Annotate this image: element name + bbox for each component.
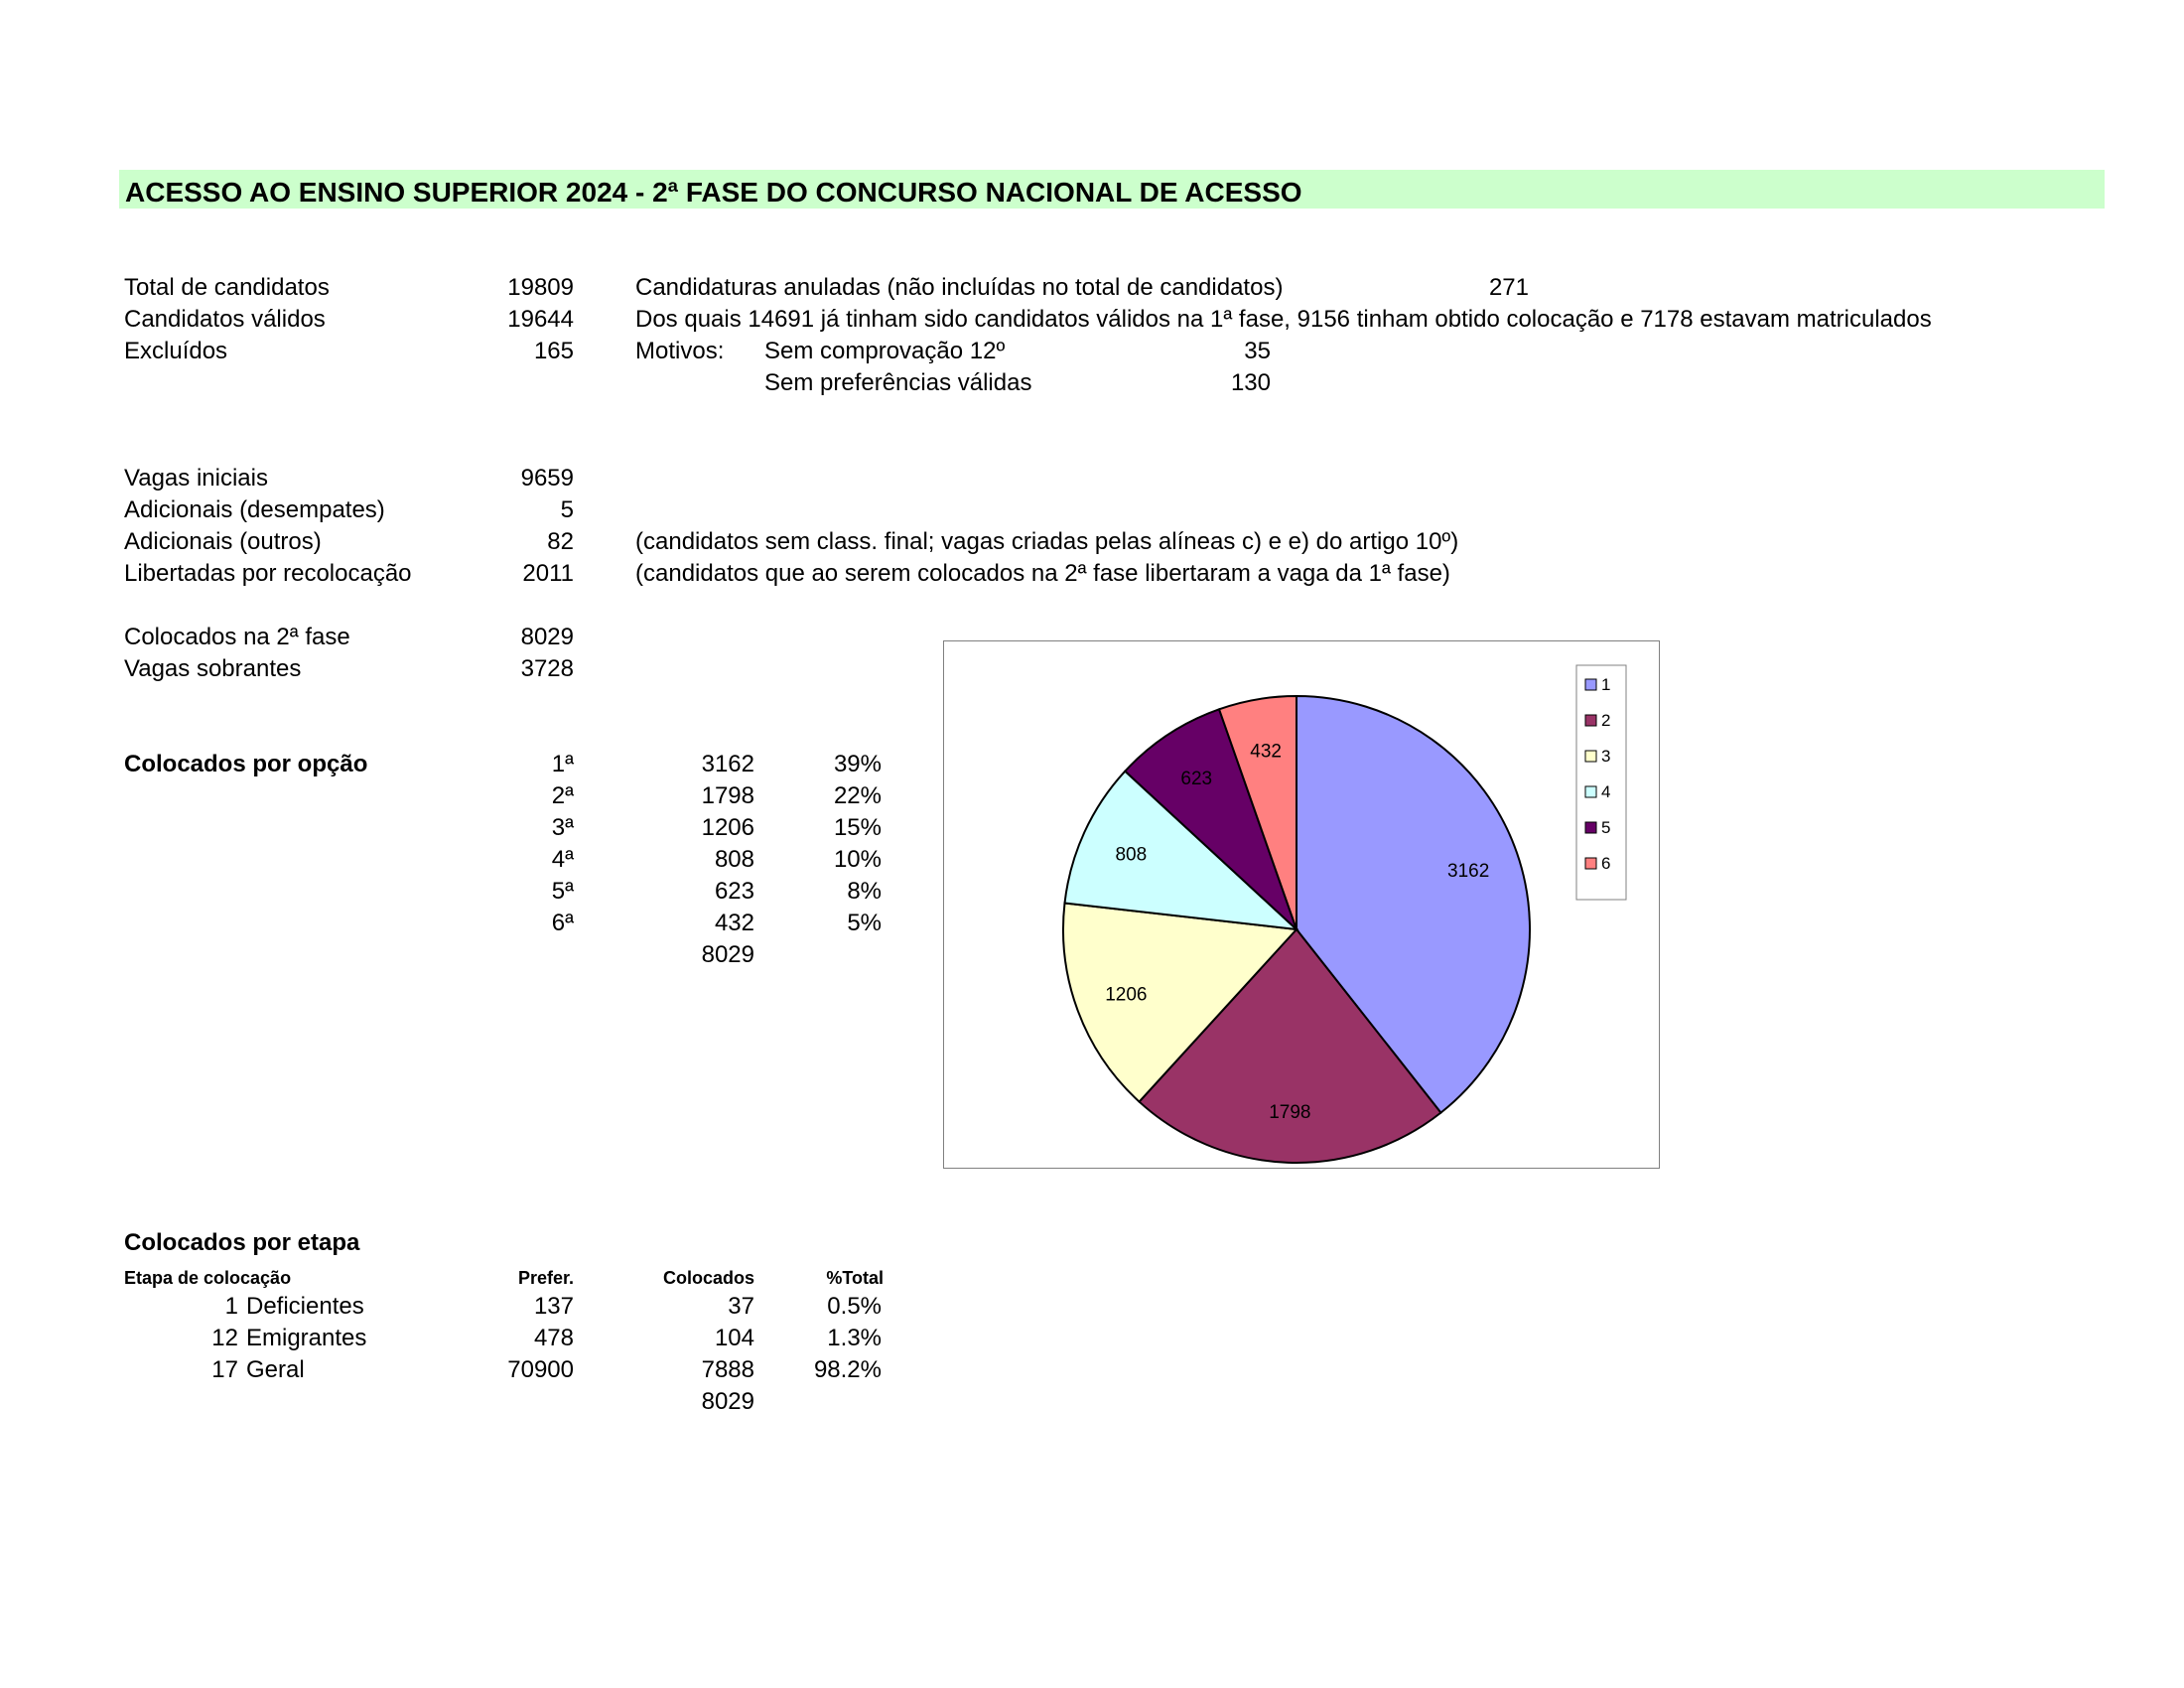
option-pct: 10% [833, 846, 882, 873]
legend-label: 4 [1601, 782, 1611, 801]
option-rank: 2ª [551, 782, 574, 809]
vacancy-note: (candidatos que ao serem colocados na 2ª fase libertaram a vaga da 1ª fase) [635, 560, 1450, 587]
stage-name [129, 1358, 387, 1382]
stage-name [129, 1295, 387, 1319]
remaining-value: 3728 [520, 655, 574, 682]
legend-swatch [1585, 715, 1596, 726]
option-rank: 6ª [551, 910, 574, 936]
option-count: 3162 [701, 751, 754, 777]
option-rank: 3ª [551, 814, 574, 841]
reason-value: 35 [1244, 338, 1271, 364]
valid-note: Dos quais 14691 já tinham sido candidatos válidos na 1ª fase, 9156 tinham obtido colocação e 7178 estavam matriculados [635, 306, 1932, 333]
stage-prefer: 70900 [507, 1356, 574, 1383]
pie-data-label: 3162 [1447, 860, 1490, 882]
option-count: 1206 [701, 814, 754, 841]
legend-swatch [1585, 751, 1596, 762]
vacancy-value: 9659 [520, 465, 574, 492]
stage-number: 17 [211, 1356, 238, 1383]
stage-number: 1 [224, 1293, 238, 1320]
option-pct: 5% [847, 910, 882, 936]
vacancy-value: 82 [547, 528, 574, 555]
option-count: 808 [714, 846, 754, 873]
stage-label: Deficientes [246, 1293, 364, 1320]
option-count: 1798 [701, 782, 754, 809]
vacancy-value: 5 [560, 496, 574, 523]
excluded-value: 165 [533, 338, 574, 364]
stage-label: Geral [246, 1356, 305, 1383]
stage-label: Emigrantes [246, 1325, 367, 1351]
total-candidates-label: Total de candidatos [124, 274, 330, 301]
legend-swatch [1585, 679, 1596, 690]
legend-label: 6 [1601, 854, 1611, 873]
by-stage-heading: Colocados por etapa [124, 1229, 360, 1256]
stage-pct: 98.2% [813, 1356, 882, 1383]
annulled-value: 271 [1488, 274, 1529, 301]
option-count: 432 [714, 910, 754, 936]
reason-value: 130 [1230, 369, 1271, 396]
vacancy-label: Libertadas por recolocação [124, 560, 412, 587]
vacancy-label: Vagas iniciais [124, 465, 268, 492]
legend-swatch [1585, 822, 1596, 833]
legend-label: 5 [1601, 818, 1611, 837]
placed-value: 8029 [520, 624, 574, 650]
legend-label: 2 [1601, 711, 1611, 730]
total-candidates-value: 19809 [507, 274, 574, 301]
valid-candidates-label: Candidatos válidos [124, 306, 326, 333]
legend-label: 1 [1601, 675, 1611, 694]
stage-pct: 0.5% [827, 1293, 882, 1320]
vacancy-label: Adicionais (desempates) [124, 496, 385, 523]
stage-placed: 37 [728, 1293, 754, 1320]
remaining-label: Vagas sobrantes [124, 655, 302, 682]
stage-number: 12 [211, 1325, 238, 1351]
valid-candidates-value: 19644 [507, 306, 574, 333]
option-pct: 8% [847, 878, 882, 905]
vacancy-note: (candidatos sem class. final; vagas criadas pelas alíneas c) e e) do artigo 10º) [635, 528, 1459, 555]
legend-swatch [1585, 786, 1596, 797]
stage-column-header: Etapa de colocação [124, 1268, 292, 1288]
stage-placed: 7888 [701, 1356, 754, 1383]
annulled-label: Candidaturas anuladas (não incluídas no total de candidatos) [635, 274, 1284, 301]
title-bar [119, 170, 2105, 209]
pie-data-label: 623 [1180, 768, 1213, 789]
pie-chart-svg [944, 641, 1659, 1168]
prefer-column-header: Prefer. [517, 1268, 574, 1288]
by-option-total: 8029 [701, 941, 754, 968]
option-rank: 5ª [551, 878, 574, 905]
option-rank: 1ª [551, 751, 574, 777]
pie-chart [943, 640, 1660, 1169]
option-pct: 15% [833, 814, 882, 841]
placed-label: Colocados na 2ª fase [124, 624, 350, 650]
option-rank: 4ª [551, 846, 574, 873]
chart-legend [1576, 665, 1626, 900]
by-option-heading: Colocados por opção [124, 751, 368, 777]
pie-data-label: 1206 [1105, 984, 1148, 1006]
stage-name [129, 1327, 387, 1350]
legend-swatch [1585, 858, 1596, 869]
option-count: 623 [714, 878, 754, 905]
stage-pct: 1.3% [827, 1325, 882, 1351]
stage-placed: 104 [714, 1325, 754, 1351]
pie-data-label: 808 [1115, 844, 1148, 866]
pct-column-header: %Total [826, 1268, 884, 1288]
by-stage-total: 8029 [701, 1388, 754, 1415]
vacancy-value: 2011 [522, 560, 574, 587]
page-title: ACESSO AO ENSINO SUPERIOR 2024 - 2ª FASE DO CONCURSO NACIONAL DE ACESSO [125, 177, 1302, 208]
vacancy-label: Adicionais (outros) [124, 528, 322, 555]
reason-label: Sem preferências válidas [764, 369, 1032, 396]
placed-column-header: Colocados [662, 1268, 754, 1288]
option-pct: 22% [833, 782, 882, 809]
option-pct: 39% [833, 751, 882, 777]
pie-data-label: 432 [1250, 741, 1283, 763]
excluded-label: Excluídos [124, 338, 228, 364]
pie-data-label: 1798 [1269, 1102, 1311, 1124]
stage-prefer: 137 [533, 1293, 574, 1320]
legend-label: 3 [1601, 747, 1611, 766]
stage-prefer: 478 [533, 1325, 574, 1351]
reasons-label: Motivos: [635, 338, 725, 364]
reason-label: Sem comprovação 12º [764, 338, 1006, 364]
